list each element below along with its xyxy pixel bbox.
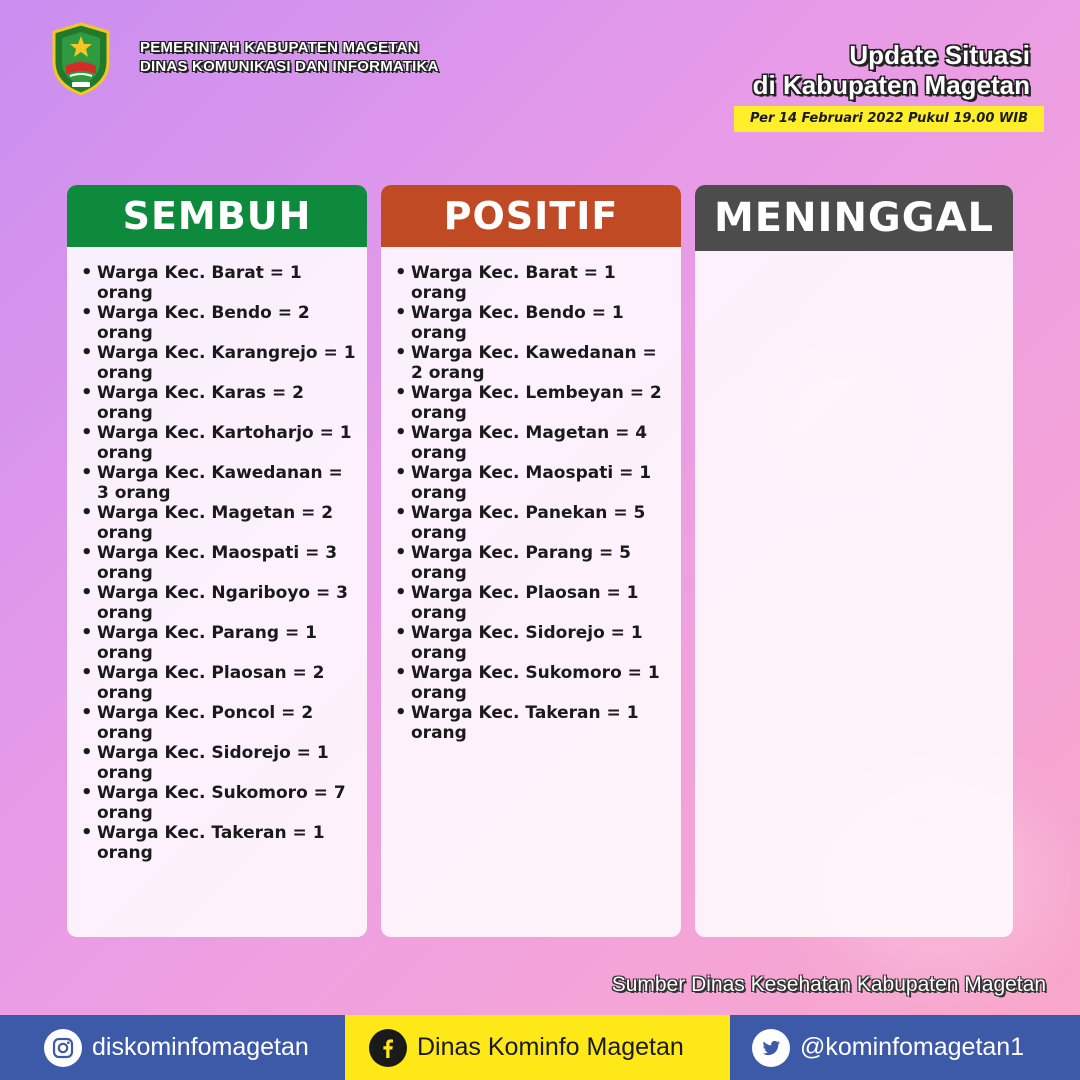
meninggal-column (695, 185, 1013, 937)
list-item: • Warga Kec. Barat = 1 orang (81, 263, 359, 303)
update-title-line-1: Update Situasi (849, 40, 1030, 70)
update-title-line-2: di Kabupaten Magetan (752, 70, 1030, 100)
list-item: • Warga Kec. Karangrejo = 1 orang (81, 343, 359, 383)
twitter-link[interactable] (730, 1015, 1080, 1080)
source-text: Sumber Dinas Kesehatan Kabupaten Magetan (611, 973, 1046, 996)
list-item: • Warga Kec. Kawedanan = 3 orang (81, 463, 359, 503)
list-item: • Warga Kec. Poncol = 2 orang (81, 703, 359, 743)
list-item: • Warga Kec. Sidorejo = 1 orang (81, 743, 359, 783)
org-line-2: DINAS KOMUNIKASI DAN INFORMATIKA (140, 58, 439, 75)
positif-column (381, 185, 681, 937)
twitter-label: @kominfomagetan1 (800, 1033, 1025, 1061)
update-title (753, 40, 1030, 100)
list-item: • Warga Kec. Karas = 2 orang (81, 383, 359, 423)
list-item: • Warga Kec. Sidorejo = 1 orang (395, 623, 673, 663)
facebook-link[interactable] (345, 1015, 730, 1080)
list-item: • Warga Kec. Panekan = 5 orang (395, 503, 673, 543)
magetan-logo (50, 22, 112, 96)
facebook-label: Dinas Kominfo Magetan (417, 1033, 684, 1061)
sembuh-header: SEMBUH (67, 185, 367, 247)
sembuh-list (81, 263, 359, 863)
date-badge: Per 14 Februari 2022 Pukul 19.00 WIB (734, 106, 1044, 132)
list-item: • Warga Kec. Magetan = 4 orang (395, 423, 673, 463)
list-item: • Warga Kec. Parang = 5 orang (395, 543, 673, 583)
instagram-link[interactable] (0, 1015, 345, 1080)
list-item: • Warga Kec. Lembeyan = 2 orang (395, 383, 673, 423)
list-item: • Warga Kec. Barat = 1 orang (395, 263, 673, 303)
organization-name (140, 38, 439, 76)
list-item: • Warga Kec. Maospati = 1 orang (395, 463, 673, 503)
positif-header: POSITIF (381, 185, 681, 247)
list-item: • Warga Kec. Maospati = 3 orang (81, 543, 359, 583)
list-item: • Warga Kec. Bendo = 2 orang (81, 303, 359, 343)
list-item: • Warga Kec. Sukomoro = 7 orang (81, 783, 359, 823)
positif-list (395, 263, 673, 743)
list-item: • Warga Kec. Parang = 1 orang (81, 623, 359, 663)
sembuh-column (67, 185, 367, 937)
org-line-1: PEMERINTAH KABUPATEN MAGETAN (140, 39, 419, 56)
list-item: • Warga Kec. Takeran = 1 orang (81, 823, 359, 863)
list-item: • Warga Kec. Sukomoro = 1 orang (395, 663, 673, 703)
list-item: • Warga Kec. Bendo = 1 orang (395, 303, 673, 343)
facebook-icon (369, 1029, 407, 1067)
list-item: • Warga Kec. Plaosan = 1 orang (395, 583, 673, 623)
instagram-icon (44, 1029, 82, 1067)
twitter-icon (752, 1029, 790, 1067)
list-item: • Warga Kec. Magetan = 2 orang (81, 503, 359, 543)
meninggal-header: MENINGGAL (695, 185, 1013, 251)
list-item: • Warga Kec. Kawedanan = 2 orang (395, 343, 673, 383)
list-item: • Warga Kec. Ngariboyo = 3 orang (81, 583, 359, 623)
list-item: • Warga Kec. Takeran = 1 orang (395, 703, 673, 743)
list-item: • Warga Kec. Kartoharjo = 1 orang (81, 423, 359, 463)
instagram-label: diskominfomagetan (92, 1033, 309, 1061)
list-item: • Warga Kec. Plaosan = 2 orang (81, 663, 359, 703)
footer (0, 1015, 1080, 1080)
